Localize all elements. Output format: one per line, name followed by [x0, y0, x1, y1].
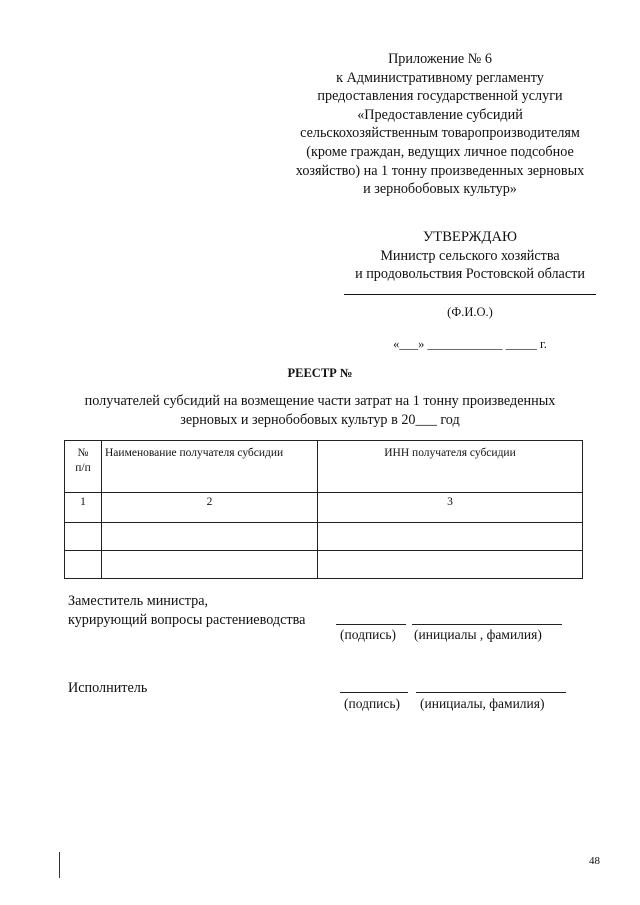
- approval-date-line: «___» ____________ _____ г.: [393, 337, 547, 351]
- deputy-signature-caption: (подпись): [340, 627, 397, 642]
- deputy-name-caption: (инициалы , фамилия): [414, 627, 542, 642]
- table-header-row: [65, 441, 583, 493]
- registry-table: [64, 440, 583, 579]
- deputy-name-line: [412, 624, 562, 625]
- executor-signature-line: [340, 692, 408, 693]
- approval-line-2: и продовольствия Ростовской области: [355, 266, 585, 283]
- registry-title: РЕЕСТР №: [287, 366, 353, 380]
- deputy-minister-label: [68, 592, 305, 629]
- deputy-signature-line: [336, 624, 406, 625]
- appendix-line: к Административному регламенту: [336, 69, 544, 86]
- table-cell: [65, 551, 102, 579]
- appendix-line: предоставления государственной услуги: [317, 88, 563, 105]
- table-cell: [318, 551, 583, 579]
- col-number-header: [65, 441, 102, 493]
- registry-subtitle: [40, 392, 600, 429]
- table-cell: [65, 523, 102, 551]
- appendix-line: хозяйство) на 1 тонну произведенных зерновых: [295, 162, 585, 179]
- column-number-3: 3: [318, 493, 583, 523]
- deputy-minister-line-1: Заместитель министра,: [68, 593, 209, 609]
- col-number-header-line-1: №: [77, 447, 89, 459]
- approval-heading: УТВЕРЖДАЮ: [422, 229, 518, 245]
- table-number-row: [65, 493, 583, 523]
- approval-fio-caption: (Ф.И.О.): [447, 305, 493, 319]
- registry-subtitle-line-2: зерновых и зернобобовых культур в 20___ год: [180, 411, 460, 428]
- appendix-header: [280, 50, 600, 199]
- table-cell: [102, 523, 318, 551]
- col-inn-header: ИНН получателя субсидии: [318, 441, 583, 493]
- column-number-1: 1: [65, 493, 102, 523]
- table-cell: [318, 523, 583, 551]
- appendix-line: и зернобобовых культур»: [363, 181, 517, 198]
- approval-signature-line: [344, 294, 596, 295]
- appendix-line: Приложение № 6: [388, 51, 492, 67]
- executor-label: Исполнитель: [68, 680, 148, 696]
- approval-line-1: Министр сельского хозяйства: [380, 247, 560, 264]
- table-row: [65, 551, 583, 579]
- col-recipient-name-header: Наименование получателя субсидии: [102, 441, 318, 493]
- executor-name-line: [416, 692, 566, 693]
- page-number: 48: [589, 855, 600, 867]
- executor-name-caption: (инициалы, фамилия): [420, 696, 545, 711]
- executor-signature-caption: (подпись): [344, 696, 401, 711]
- appendix-line: сельскохозяйственным товаропроизводителям: [300, 125, 580, 142]
- table-row: [65, 523, 583, 551]
- footer-rule: [59, 852, 60, 878]
- approval-block: [320, 228, 620, 284]
- col-number-header-line-2: п/п: [75, 462, 91, 474]
- appendix-line: «Предоставление субсидий: [357, 106, 523, 123]
- deputy-minister-line-2: курирующий вопросы растениеводства: [68, 611, 306, 628]
- column-number-2: 2: [102, 493, 318, 523]
- registry-subtitle-line-1: получателей субсидий на возмещение части затрат на 1 тонну произведенных: [84, 393, 556, 409]
- appendix-line: (кроме граждан, ведущих личное подсобное: [306, 143, 574, 160]
- table-cell: [102, 551, 318, 579]
